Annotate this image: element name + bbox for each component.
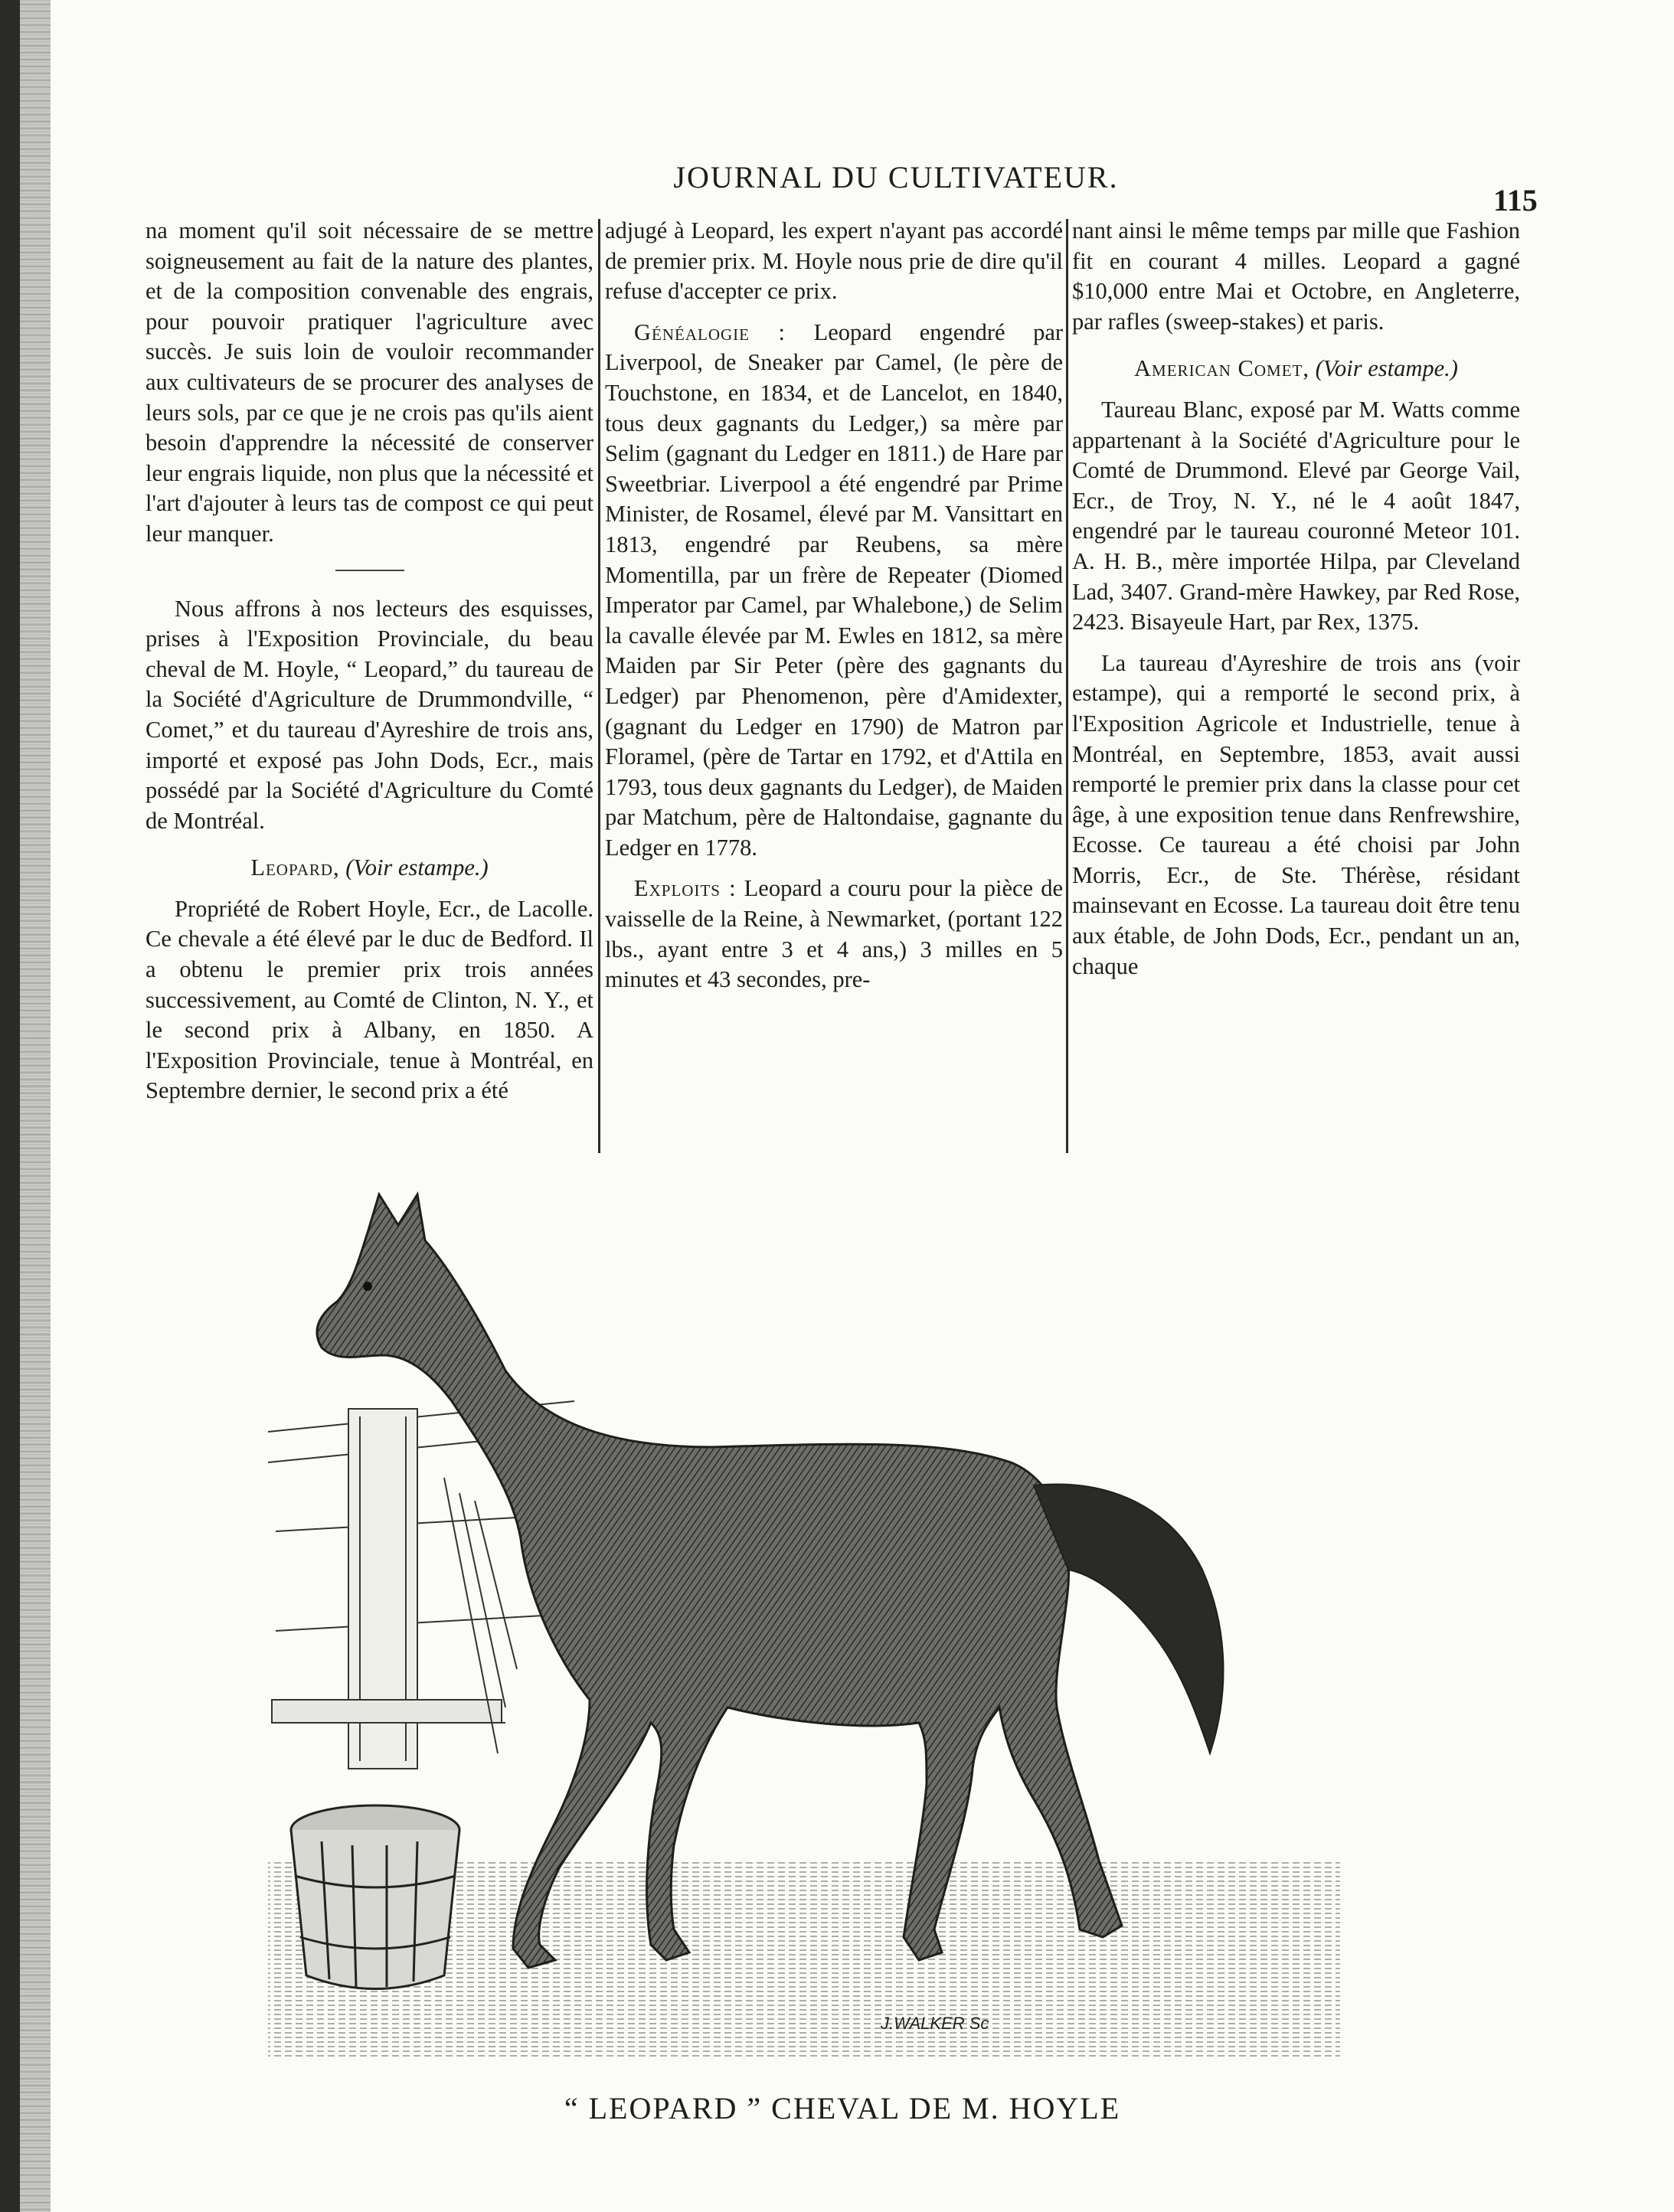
exploits-label: Exploits : — [634, 875, 737, 902]
column-3 — [1072, 216, 1520, 1162]
section-heading-american-comet — [1072, 354, 1520, 384]
bucket — [291, 1805, 459, 1989]
scan-edge-texture — [20, 0, 51, 2212]
running-title: JOURNAL DU CULTIVATEUR. — [673, 160, 1119, 194]
column-rule-2 — [1066, 219, 1068, 1153]
heading-leopard-name: Leopard, — [250, 854, 340, 881]
section-heading-leopard — [145, 853, 593, 884]
exploits-text: Leopard a couru pour la pièce de vaisselle de la Reine, à Newmarket, (portant 122 lbs., ayant entre 3 et 4 ans,) 3 milles en 5 minutes et 43 secondes, pre- — [605, 875, 1063, 993]
col3-paragraph-1: nant ainsi le même temps par mille que Fashion fit en courant 4 milles. Leopard a gagné $10,000 entre Mai et Octobre, en Angleterre, par rafles (sweep-stakes) et paris. — [1072, 217, 1520, 335]
col1-paragraph-1: na moment qu'il soit nécessaire de se mettre soigneusement au fait de la nature des plantes, et de la composition convenable des engrais, pour pouvoir pratiquer l'agriculture avec succès. Je suis loin de vouloir recommander aux cultivateurs de se procurer des analyses de leurs sols, par ce que je ne crois pas qu'ils aient besoin d'apprendre la nécessité de conserver leur engrais liquide, non plus que la nécessité et l'art d'ajouter à leurs tas de compost ce qui peut leur manquer. — [145, 217, 593, 547]
horse-engraving — [253, 1171, 1348, 2067]
page-number: 115 — [1493, 183, 1538, 217]
section-separator — [335, 570, 404, 571]
column-2 — [605, 216, 1063, 1162]
col1-paragraph-3: Propriété de Robert Hoyle, Ecr., de Lacolle. Ce chevale a été élevé par le duc de Bedford. Il a obtenu le premier prix trois années successivement, au Comté de Clinton, N. Y., et le second prix à Albany, en 1850. A l'Exposition Provinciale, tenue à Montréal, en Septembre dernier, le second prix a été — [145, 895, 593, 1104]
col3-paragraph-2: Taureau Blanc, exposé par M. Watts comme appartenant à la Société d'Agriculture pour le Comté de Drummond. Elevé par George Vail, Ecr., de Troy, N. Y., né le 4 août 1847, engendré par le taureau couronné Meteor 101. A. H. B., mère importée Hilpa, par Cleveland Lad, 3407. Grand-mère Hawkey, par Red Rose, 2423. Bisayeule Hart, par Rex, 1375. — [1072, 396, 1520, 636]
scan-edge — [0, 0, 20, 2212]
column-1 — [145, 216, 593, 1162]
heading-comet-note: (Voir estampe.) — [1315, 355, 1458, 382]
genealogie-text: Leopard engendré par Liverpool, de Sneaker par Camel, (le père de Touchstone, en 1834, et de Lancelot, en 1840, tous deux gagnants du Ledger,) sa mère par Selim (gagnant du Ledger en 1811.) de Hare par Sweetbriar. Liverpool a été engendré par Prime Minister, de Rosamel, élevé par M. Vansittart en 1813, engendré par Reubens, sa mère Momentilla, par un frère de Repeater (Diomed Imperator par Camel, par Whalebone,) de Selim la cavalle élevée par M. Ewles en 1812, sa mère Maiden par Sir Peter (père des gagnants du Ledger) par Phenomenon, père d'Amidexter, (gagnant du Ledger en 1790) de Matron par Floramel, (père de Tartar en 1792, et d'Attila en 1793, tous deux gagnants du Ledger), de Maiden par Matchum, père de Haltondaise, gagnante du Ledger en 1778. — [605, 319, 1063, 861]
column-rule-1 — [598, 219, 600, 1153]
col3-paragraph-3: La taureau d'Ayreshire de trois ans (voir estampe), qui a remporté le second prix, à l'Exposition Agricole et Industrielle, tenue à Montréal, en Septembre, 1853, avait aussi remporté le premier prix dans la classe pour cet âge, à une exposition tenue dans Renfrewshire, Ecosse. Ce taureau a été choisi par John Morris, Ecr., de Ste. Thérèse, résidant mainsevant en Ecosse. La taureau doit être tenu aux étable, de John Dods, Ecr., pendant un an, chaque — [1072, 649, 1520, 979]
engraver-signature: J.WALKER Sc — [881, 2014, 989, 2033]
col1-paragraph-2: Nous affrons à nos lecteurs des esquisses, prises à l'Exposition Provinciale, du beau cheval de M. Hoyle, “ Leopard,” du taureau de la Société d'Agriculture de Drummondville, “ Comet,” et du taureau d'Ayreshire de trois ans, importé et exposé pas John Dods, Ecr., mais possédé par la Société d'Agriculture du Comté de Montréal. — [145, 595, 593, 834]
col2-paragraph-1: adjugé à Leopard, les expert n'ayant pas accordé de premier prix. M. Hoyle nous prie de dire qu'il refuse d'accepter ce prix. — [605, 217, 1063, 305]
col2-paragraph-exploits — [605, 874, 1063, 995]
horse-eye — [363, 1282, 372, 1291]
heading-leopard-note: (Voir estampe.) — [345, 854, 489, 881]
heading-comet-name: American Comet, — [1134, 355, 1309, 382]
figure-caption: “ LEOPARD ” CHEVAL DE M. HOYLE — [564, 2091, 1121, 2125]
genealogie-label: Généalogie : — [634, 319, 786, 345]
col2-paragraph-genealogie — [605, 318, 1063, 864]
